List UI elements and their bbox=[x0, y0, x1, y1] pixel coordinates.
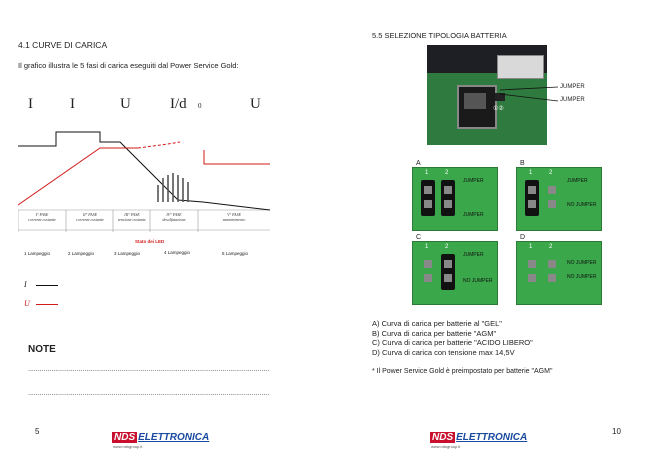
list-item: D) Curva di carica con tensione max 14,5V bbox=[372, 347, 515, 357]
panel-letter: D bbox=[520, 234, 526, 241]
segment-label: 0 bbox=[198, 102, 202, 110]
jumper-panel-b: 1 2 JUMPER NO JUMPER bbox=[516, 167, 602, 231]
panel-letter: C bbox=[416, 234, 422, 241]
segment-label: U bbox=[250, 96, 261, 112]
segment-label: I bbox=[28, 96, 33, 112]
jumper-panel-a: 1 2 JUMPER JUMPER bbox=[412, 167, 498, 231]
jumper-pointer-lines bbox=[500, 82, 560, 107]
footnote: * Il Power Service Gold è preimpostato per batterie "AGM" bbox=[372, 368, 553, 375]
panel-letter: B bbox=[520, 160, 525, 167]
led-label: 1 Lampeggio bbox=[24, 251, 51, 256]
jumper-label: JUMPER bbox=[560, 84, 585, 90]
section-heading: 4.1 CURVE DI CARICA bbox=[18, 40, 108, 50]
legend-voltage-line bbox=[36, 304, 58, 305]
segment-label: I/d bbox=[170, 96, 187, 112]
jumper-label: JUMPER bbox=[560, 97, 585, 103]
list-item: A) Curva di carica per batterie al "GEL" bbox=[372, 319, 502, 328]
brand-logo-left: NDS ELETTRONICA bbox=[114, 431, 210, 443]
phase-label: I° FASE corrente costante bbox=[28, 212, 56, 222]
phase-label: IV° FASE desolfatazione bbox=[162, 212, 186, 222]
legend-current-label: I bbox=[24, 280, 27, 289]
battery-type-list bbox=[372, 319, 533, 357]
list-item: C) Curva di carica per batterie "ACIDO LIBERO" bbox=[372, 338, 533, 347]
brand-logo-right: NDS ELETTRONICA bbox=[432, 431, 528, 443]
led-label: 5 Lampeggio bbox=[222, 251, 249, 256]
jumper-panel-c: 1 2 JUMPER NO JUMPER bbox=[412, 241, 498, 305]
brand-url-left: www.ndsgroup.it bbox=[113, 444, 143, 449]
brand-url-right: www.ndsgroup.it bbox=[431, 444, 461, 449]
segment-label: U bbox=[120, 96, 131, 112]
phase-label: II° FASE corrente costante bbox=[76, 212, 104, 222]
current-curve bbox=[18, 132, 270, 210]
led-label: 2 Lampeggio bbox=[68, 251, 95, 256]
page-number-right: 10 bbox=[612, 427, 621, 436]
list-item: B) Curva di carica per batterie "AGM" bbox=[372, 328, 497, 338]
panel-letter: A bbox=[416, 160, 421, 167]
note-title: NOTE bbox=[28, 344, 56, 355]
legend-current-line bbox=[36, 285, 58, 286]
legend-voltage-label: U bbox=[24, 299, 30, 308]
led-label: 4 Lampeggio bbox=[164, 250, 191, 255]
intro-text: Il grafico illustra le 5 fasi di carica eseguiti dal Power Service Gold: bbox=[18, 61, 239, 70]
note-line: ............................................................................................................................ bbox=[28, 366, 270, 373]
jumper-panel-d: 1 2 NO JUMPER NO JUMPER bbox=[516, 241, 602, 305]
voltage-curve bbox=[18, 148, 138, 205]
page-number-left: 5 bbox=[35, 427, 40, 436]
led-title: Stato dei LED bbox=[135, 239, 165, 244]
desulfation-pulses bbox=[158, 173, 188, 202]
connector-photo: ①② bbox=[427, 45, 547, 145]
note-line: ............................................................................................................................ bbox=[28, 390, 270, 397]
phase-label: III° FASE tensione costante bbox=[118, 212, 146, 222]
section-heading-right: 5.5 SELEZIONE TIPOLOGIA BATTERIA bbox=[372, 31, 507, 40]
segment-label: I bbox=[70, 96, 75, 112]
led-label: 3 Lampeggio bbox=[114, 251, 141, 256]
phase-label: V° FASE mantenimento bbox=[222, 212, 246, 222]
